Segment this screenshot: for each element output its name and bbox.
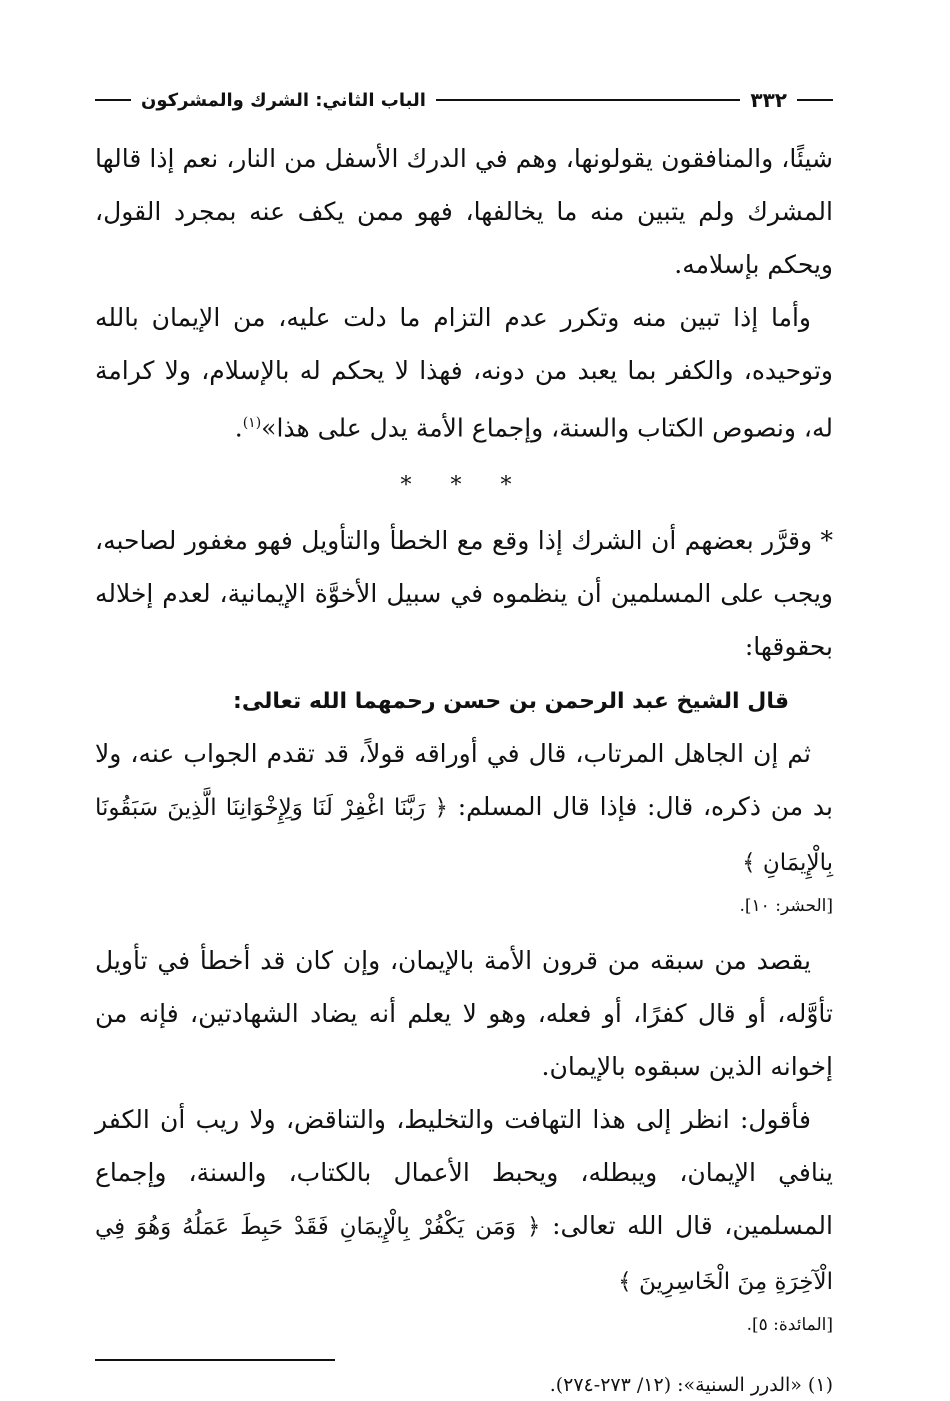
paragraph-6	[95, 1093, 833, 1309]
paragraph-5: يقصد من سبقه من قرون الأمة بالإيمان، وإن كان قد أخطأ في تأويل تأوَّله، أو قال كفرًا، أو فعله، وهو لا يعلم أنه يضاد الشهادتين، فإنه من إخوانه الذين سبقوه بالإيمان.	[95, 946, 833, 1082]
page-number: ٣٣٢	[750, 88, 787, 112]
paragraph-2-text: وأما إذا تبين منه وتكرر عدم التزام ما دلت عليه، من الإيمان بالله وتوحيده، والكفر بما يعبد من دونه، فهذا لا يحكم له بالإسلام، ولا كرامة له، ونصوص الكتاب والسنة، وإجماع الأمة يدل على هذا»	[95, 303, 833, 443]
quran-verse: ﴿ وَمَن يَكْفُرْ بِالْإِيمَانِ فَقَدْ حَبِطَ عَمَلُهُ وَهُوَ فِي الْآخِرَةِ مِنَ الْخَاسِرِينَ ﴾	[95, 1214, 833, 1296]
header-rule	[797, 99, 833, 101]
paragraph-2	[95, 291, 833, 454]
footnote-divider	[95, 1359, 335, 1361]
paragraph-6-text: فأقول: انظر إلى هذا التهافت والتخليط، والتناقض، ولا ريب أن الكفر ينافي الإيمان، ويبطله، ويحبط الأعمال بالكتاب، والسنة، وإجماع المسلمين، قال الله تعالى:	[95, 1105, 833, 1241]
verse-citation: [المائدة: ٥].	[746, 1315, 833, 1336]
header-rule	[95, 99, 131, 101]
quote-heading: قال الشيخ عبد الرحمن بن حسن رحمهما الله تعالى:	[233, 689, 789, 715]
running-header	[95, 80, 833, 120]
page	[95, 80, 833, 1401]
quran-verse: ﴿ رَبَّنَا اغْفِرْ لَنَا وَلِإِخْوَانِنَا الَّذِينَ سَبَقُونَا بِالْإِيمَانِ ﴾	[95, 795, 833, 877]
verse-citation: [الحشر: ١٠].	[739, 896, 833, 917]
footnote: (١) «الدرر السنية»: (١٢/ ٢٧٣-٢٧٤).	[549, 1374, 833, 1397]
chapter-title: الباب الثاني: الشرك والمشركون	[141, 89, 426, 111]
footnote-reference[interactable]: (١)	[242, 415, 262, 431]
paragraph-4-text: ثم إن الجاهل المرتاب، قال في أوراقه قولاً، قد تقدم الجواب عنه، ولا بد من ذكره، قال: فإذا قال المسلم:	[95, 739, 833, 822]
header-rule	[436, 99, 740, 101]
section-separator: * * *	[400, 473, 528, 499]
paragraph-3: * وقرَّر بعضهم أن الشرك إذا وقع مع الخطأ والتأويل فهو مغفور لصاحبه، ويجب على المسلمين أن ينظموه في سبيل الأخوَّة الإيمانية، لعدم إخلاله بحقوقها:	[95, 526, 833, 662]
paragraph-4	[95, 727, 833, 890]
paragraph-1: شيئًا، والمنافقون يقولونها، وهم في الدرك الأسفل من النار، نعم إذا قالها المشرك ولم يتبين منه ما يخالفها، فهو ممن يكف عنه بمجرد القول، ويحكم بإسلامه.	[95, 144, 833, 279]
paragraph-2-end: .	[234, 413, 243, 443]
